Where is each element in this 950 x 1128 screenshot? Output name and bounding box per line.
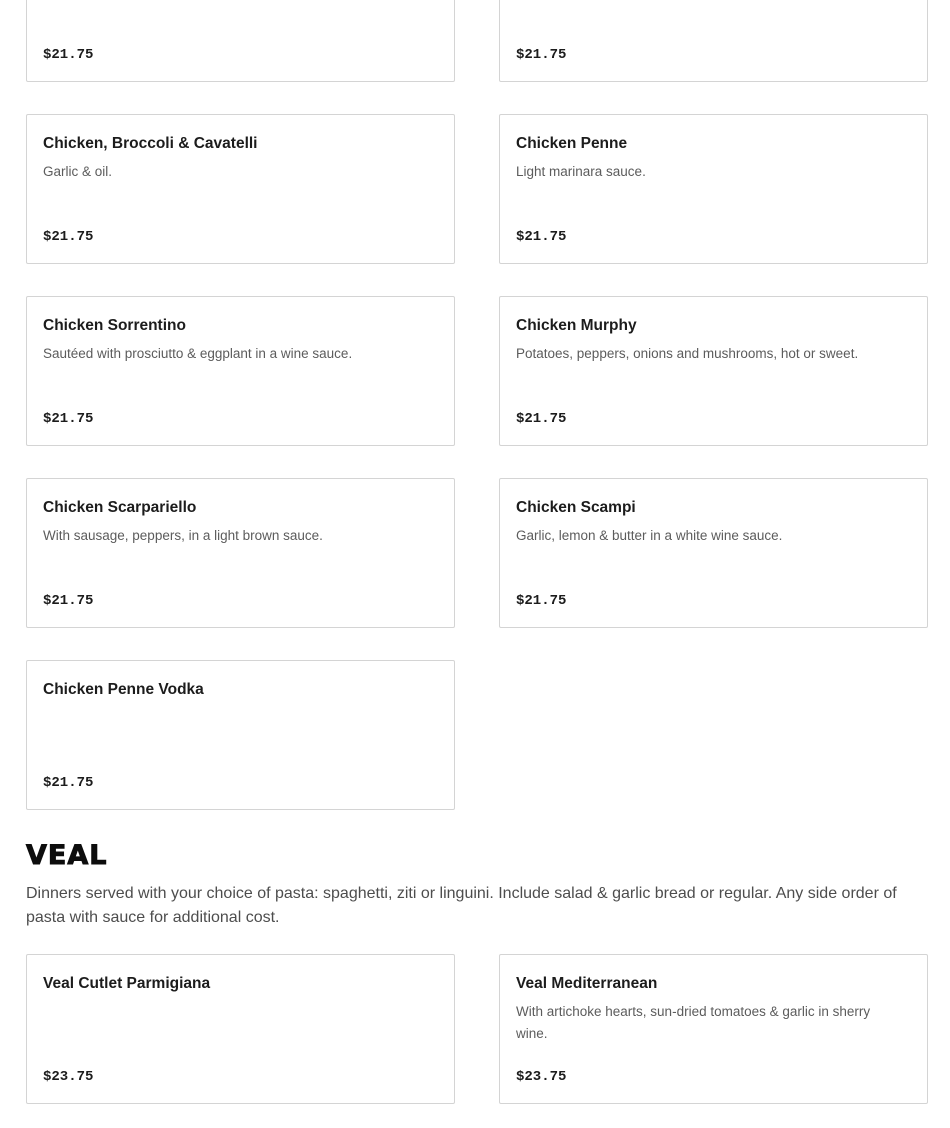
menu-item-card[interactable] [26, 660, 455, 810]
menu-item-price: $21.75 [516, 411, 567, 427]
menu-item-card[interactable] [499, 478, 928, 628]
menu-item-price: $21.75 [43, 593, 94, 609]
menu-item-card[interactable] [499, 114, 928, 264]
section-description: Dinners served with your choice of pasta: spaghetti, ziti or linguini. Include salad & garlic bread or regular. Any side order of pasta with sauce for additional cost. [26, 885, 897, 926]
menu-item-description: With sausage, peppers, in a light brown sauce. [43, 528, 323, 543]
menu-item-price: $21.75 [516, 47, 567, 63]
menu-item-description: Light marinara sauce. [516, 164, 646, 179]
menu-item-card[interactable] [26, 0, 455, 82]
menu-item-price: $21.75 [516, 229, 567, 245]
menu-item-price: $21.75 [43, 229, 94, 245]
menu-item-name: Chicken Scarpariello [43, 499, 197, 516]
menu-item-price: $21.75 [43, 47, 94, 63]
menu-item-description: With artichoke hearts, sun-dried tomatoes & garlic in sherry wine. [516, 1004, 871, 1041]
menu-item-name: Chicken Scampi [516, 499, 636, 516]
menu-item-name: Chicken Sorrentino [43, 317, 186, 334]
menu-item-price: $23.75 [43, 1069, 94, 1085]
section-title-veal: VEAL [26, 840, 108, 871]
menu-item-card[interactable] [499, 954, 928, 1104]
menu-item-card[interactable] [499, 296, 928, 446]
menu-item-price: $21.75 [516, 593, 567, 609]
menu-item-card[interactable] [26, 114, 455, 264]
menu-item-card[interactable] [26, 954, 455, 1104]
menu-item-description: Garlic, lemon & butter in a white wine sauce. [516, 528, 783, 543]
menu-item-price: $23.75 [516, 1069, 567, 1085]
menu-item-description: Sautéed with prosciutto & eggplant in a wine sauce. [43, 346, 353, 361]
menu-item-name: Chicken Murphy [516, 317, 637, 334]
menu-item-name: Veal Mediterranean [516, 975, 658, 992]
menu-item-name: Chicken Penne Vodka [43, 681, 204, 698]
menu-item-card[interactable] [499, 0, 928, 82]
menu-item-description: Potatoes, peppers, onions and mushrooms, hot or sweet. [516, 346, 859, 361]
menu-item-name: Chicken Penne [516, 135, 628, 152]
menu-item-description: Garlic & oil. [43, 164, 113, 179]
menu-item-name: Veal Cutlet Parmigiana [43, 975, 211, 992]
menu-item-price: $21.75 [43, 775, 94, 791]
menu-item-price: $21.75 [43, 411, 94, 427]
menu-item-name: Chicken, Broccoli & Cavatelli [43, 135, 258, 152]
menu-item-card[interactable] [26, 478, 455, 628]
menu-item-card[interactable] [26, 296, 455, 446]
